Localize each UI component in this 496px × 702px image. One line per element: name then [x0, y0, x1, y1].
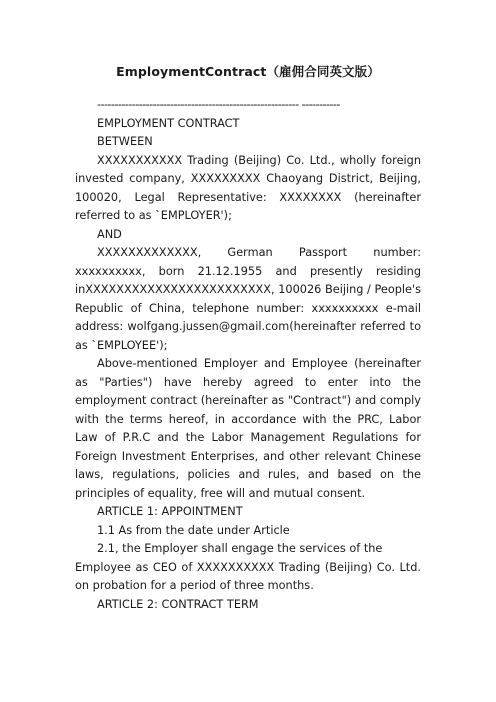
- article-2-heading: ARTICLE 2: CONTRACT TERM: [97, 597, 259, 611]
- employer-party-paragraph: XXXXXXXXXXX Trading (Beijing) Co. Ltd., wholly foreign invested company, XXXXXXXXX Chaoyang District, Beijing, 100020, Legal Representative: XXXXXXXX (hereinafter referred to as `EMPLOYER');: [75, 153, 421, 222]
- employee-party-paragraph: XXXXXXXXXXXXX, German Passport number: xxxxxxxxxx, born 21.12.1955 and presently residing inXXXXXXXXXXXXXXXXXXXXXXXX, 100026 Beijing / People's Republic of China, telephone number: xxxxxxxxxx e-mail address: wolfgang.jussen@gmail.com(hereinafter referred to as `EMPLOYEE');: [75, 246, 421, 352]
- document-title: EmploymentContract（雇佣合同英文版）: [116, 64, 380, 79]
- between-label: BETWEEN: [97, 135, 153, 148]
- and-label: AND: [97, 227, 122, 241]
- article-1-clause-2-continued: Employee as CEO of XXXXXXXXXX Trading (Beijing) Co. Ltd. on probation for a period of three months.: [75, 560, 421, 592]
- article-1-heading: ARTICLE 1: APPOINTMENT: [97, 505, 243, 518]
- article-1-clause-2-start: 2.1, the Employer shall engage the services of the: [97, 542, 383, 555]
- article-1-clause-1: 1.1 As from the date under Article: [97, 523, 290, 537]
- document-body: [75, 96, 421, 614]
- separator-line: ---------------------------------------------------------- -----------: [97, 98, 340, 111]
- contract-heading: EMPLOYMENT CONTRACT: [97, 116, 240, 130]
- recital-paragraph: Above-mentioned Employer and Employee (hereinafter as "Parties") have hereby agreed to enter into the employment contract (hereinafter as "Contract") and comply with the terms hereof, in accordance with the PRC, Labor Law of P.R.C and the Labor Management Regulations for Foreign Investment Enterprises, and other relevant Chinese laws, regulations, policies and rules, and based on the principles of equality, free will and mutual consent.: [75, 357, 421, 500]
